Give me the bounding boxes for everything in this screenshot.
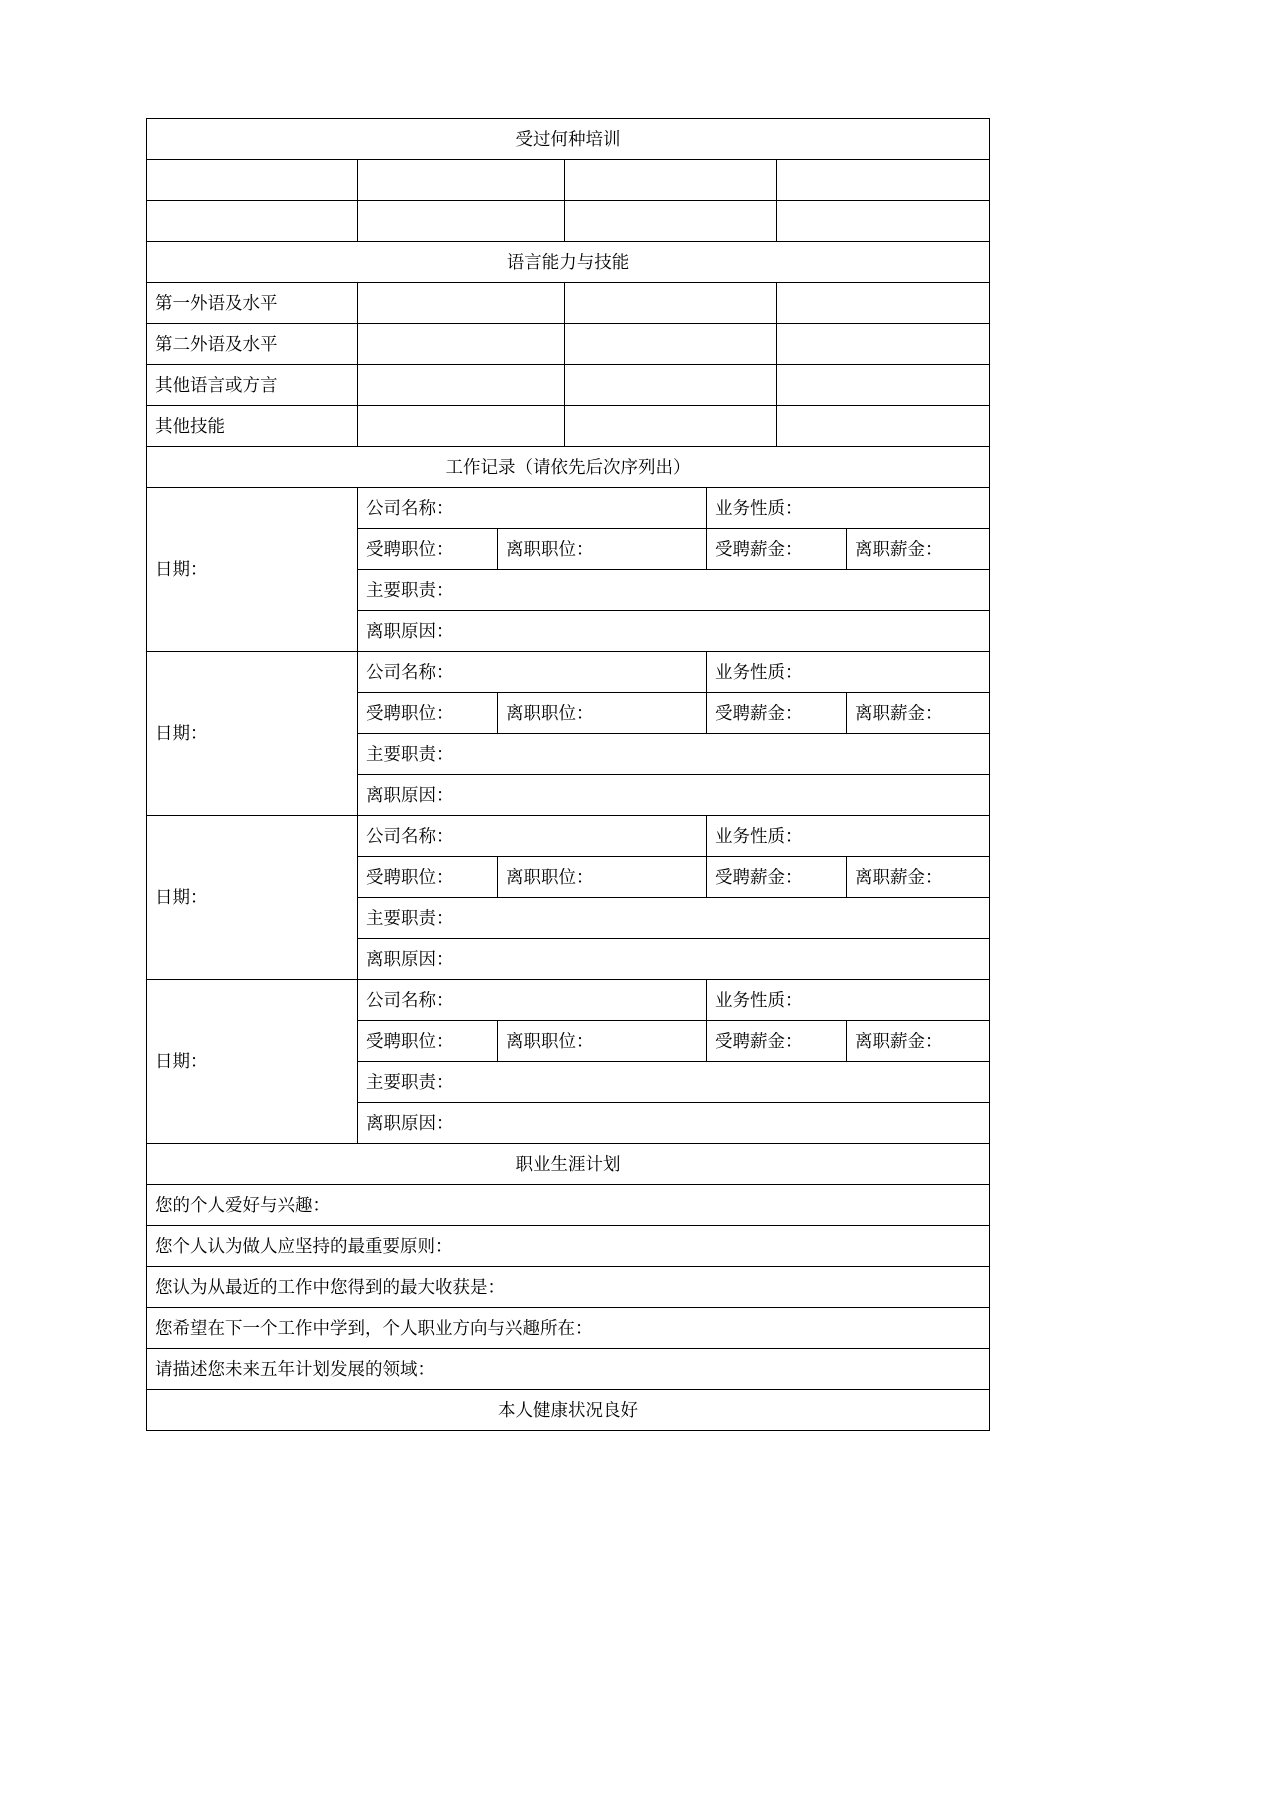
work-entry-row: [147, 980, 990, 1021]
work-company-cell[interactable]: 公司名称：: [358, 816, 707, 857]
language-value-cell[interactable]: [358, 283, 565, 324]
language-row: [147, 406, 990, 447]
work-left-position-cell[interactable]: 离职职位：: [498, 693, 707, 734]
work-hired-position-cell[interactable]: 受聘职位：: [358, 693, 498, 734]
career-plan-question-row: [147, 1308, 990, 1349]
language-value-cell[interactable]: [565, 365, 777, 406]
work-leaving-reason-cell[interactable]: 离职原因：: [358, 939, 990, 980]
work-record-section-title: 工作记录（请依先后次序列出）: [147, 447, 990, 488]
work-hired-position-cell[interactable]: 受聘职位：: [358, 529, 498, 570]
language-value-cell[interactable]: [565, 324, 777, 365]
work-entry-row: [147, 652, 990, 693]
work-main-duties-cell[interactable]: 主要职责：: [358, 898, 990, 939]
work-main-duties-cell[interactable]: 主要职责：: [358, 570, 990, 611]
work-left-salary-cell[interactable]: 离职薪金：: [847, 1021, 990, 1062]
language-label-other-skills: 其他技能: [147, 406, 358, 447]
health-declaration-text: 本人健康状况良好: [147, 1390, 990, 1431]
career-plan-section-title: 职业生涯计划: [147, 1144, 990, 1185]
work-business-nature-cell[interactable]: 业务性质：: [707, 980, 990, 1021]
work-left-salary-cell[interactable]: 离职薪金：: [847, 693, 990, 734]
language-row: [147, 324, 990, 365]
career-plan-title-row: [147, 1144, 990, 1185]
training-cell[interactable]: [565, 160, 777, 201]
work-leaving-reason-cell[interactable]: 离职原因：: [358, 1103, 990, 1144]
career-plan-question-row: [147, 1267, 990, 1308]
form-table: [146, 118, 990, 1431]
work-hired-position-cell[interactable]: 受聘职位：: [358, 857, 498, 898]
training-cell[interactable]: [565, 201, 777, 242]
language-value-cell[interactable]: [777, 283, 990, 324]
training-title-row: [147, 119, 990, 160]
training-cell[interactable]: [147, 201, 358, 242]
work-main-duties-cell[interactable]: 主要职责：: [358, 1062, 990, 1103]
language-value-cell[interactable]: [358, 406, 565, 447]
work-entry-row: [147, 488, 990, 529]
work-leaving-reason-cell[interactable]: 离职原因：: [358, 611, 990, 652]
work-date-cell[interactable]: 日期：: [147, 980, 358, 1144]
career-question-next-job[interactable]: 您希望在下一个工作中学到，个人职业方向与兴趣所在：: [147, 1308, 990, 1349]
career-plan-question-row: [147, 1226, 990, 1267]
language-value-cell[interactable]: [565, 406, 777, 447]
work-leaving-reason-cell[interactable]: 离职原因：: [358, 775, 990, 816]
language-value-cell[interactable]: [358, 365, 565, 406]
work-left-salary-cell[interactable]: 离职薪金：: [847, 857, 990, 898]
work-business-nature-cell[interactable]: 业务性质：: [707, 816, 990, 857]
training-blank-row: [147, 160, 990, 201]
training-cell[interactable]: [358, 201, 565, 242]
language-label-other-dialect: 其他语言或方言: [147, 365, 358, 406]
work-left-position-cell[interactable]: 离职职位：: [498, 1021, 707, 1062]
work-record-title-row: [147, 447, 990, 488]
work-left-position-cell[interactable]: 离职职位：: [498, 529, 707, 570]
form-body: [147, 119, 990, 1431]
work-company-cell[interactable]: 公司名称：: [358, 980, 707, 1021]
career-question-principles[interactable]: 您个人认为做人应坚持的最重要原则：: [147, 1226, 990, 1267]
training-cell[interactable]: [777, 160, 990, 201]
work-hired-salary-cell[interactable]: 受聘薪金：: [707, 857, 847, 898]
career-question-gains[interactable]: 您认为从最近的工作中您得到的最大收获是：: [147, 1267, 990, 1308]
work-business-nature-cell[interactable]: 业务性质：: [707, 488, 990, 529]
work-business-nature-cell[interactable]: 业务性质：: [707, 652, 990, 693]
work-left-salary-cell[interactable]: 离职薪金：: [847, 529, 990, 570]
training-cell[interactable]: [147, 160, 358, 201]
language-section-title: 语言能力与技能: [147, 242, 990, 283]
training-cell[interactable]: [777, 201, 990, 242]
language-value-cell[interactable]: [777, 324, 990, 365]
work-date-cell[interactable]: 日期：: [147, 816, 358, 980]
language-value-cell[interactable]: [777, 365, 990, 406]
work-main-duties-cell[interactable]: 主要职责：: [358, 734, 990, 775]
work-company-cell[interactable]: 公司名称：: [358, 652, 707, 693]
language-value-cell[interactable]: [358, 324, 565, 365]
language-row: [147, 365, 990, 406]
work-hired-position-cell[interactable]: 受聘职位：: [358, 1021, 498, 1062]
work-hired-salary-cell[interactable]: 受聘薪金：: [707, 693, 847, 734]
training-blank-row: [147, 201, 990, 242]
work-date-cell[interactable]: 日期：: [147, 652, 358, 816]
language-value-cell[interactable]: [565, 283, 777, 324]
training-section-title: 受过何种培训: [147, 119, 990, 160]
training-cell[interactable]: [358, 160, 565, 201]
work-entry-row: [147, 816, 990, 857]
language-value-cell[interactable]: [777, 406, 990, 447]
work-hired-salary-cell[interactable]: 受聘薪金：: [707, 529, 847, 570]
career-question-hobbies[interactable]: 您的个人爱好与兴趣：: [147, 1185, 990, 1226]
language-label-first-foreign: 第一外语及水平: [147, 283, 358, 324]
application-form: [146, 118, 989, 1431]
work-left-position-cell[interactable]: 离职职位：: [498, 857, 707, 898]
language-row: [147, 283, 990, 324]
language-label-second-foreign: 第二外语及水平: [147, 324, 358, 365]
career-plan-question-row: [147, 1349, 990, 1390]
language-title-row: [147, 242, 990, 283]
work-company-cell[interactable]: 公司名称：: [358, 488, 707, 529]
work-date-cell[interactable]: 日期：: [147, 488, 358, 652]
work-hired-salary-cell[interactable]: 受聘薪金：: [707, 1021, 847, 1062]
career-question-five-year-plan[interactable]: 请描述您未来五年计划发展的领域：: [147, 1349, 990, 1390]
career-plan-question-row: [147, 1185, 990, 1226]
declaration-row: [147, 1390, 990, 1431]
